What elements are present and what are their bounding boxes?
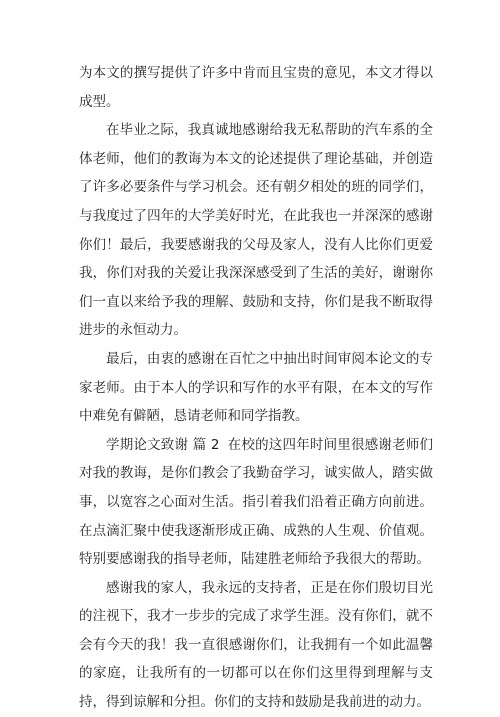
paragraph-5: [79, 574, 433, 717]
paragraph-4-text: 在校的这四年时间里很感谢老师们对我的教诲，是你们教会了我勤奋学习，诚实做人，踏实做事，以宽容之心面对生活。指引着我们沿着正确方向前进。在点滴汇聚中使我逐渐形成正确、成熟的人生观、价值观。特别要感谢我的指导老师，陆建胜老师给予我很大的帮助。: [79, 436, 434, 568]
paragraph-1: [79, 59, 433, 116]
paragraph-2: [79, 116, 433, 345]
paragraph-3-text: 最后，由衷的感谢在百忙之中抽出时间审阅本论文的专家老师。由于本人的学识和写作的水平有限，在本文的写作中难免有僻陋，恳请老师和同学指教。: [79, 350, 433, 425]
paragraph-3: [79, 345, 433, 431]
paragraph-5-text: 感谢我的家人，我永远的支持者，正是在你们殷切目光的注视下，我才一步步的完成了求学生涯。没有你们，就不会有今天的我！我一直很感谢你们，让我拥有一个如此温馨的家庭，让我所有的一切都可以在你们这里得到理解与支持，得到谅解和分担。你们的支持和鼓励是我前进的动力。: [79, 579, 433, 711]
paragraph-4: [79, 431, 433, 574]
paragraph-2-text: 在毕业之际，我真诚地感谢给我无私帮助的汽车系的全体老师，他们的教诲为本文的论述提供了理论基础，并创造了许多必要条件与学习机会。还有朝夕相处的班的同学们，与我度过了四年的大学美好时光，在此我也一并深深的感谢你们！最后，我要感谢我的父母及家人，没有人比你们更爱我，你们对我的关爱让我深深感受到了生活的美好，谢谢你们一直以来给予我的理解、鼓励和支持，你们是我不断取得进步的永恒动力。: [79, 122, 433, 339]
paragraph-1-text: 为本文的撰写提供了许多中肯而且宝贵的意见，本文才得以成型。: [79, 65, 433, 110]
document-body: [79, 59, 433, 717]
section-heading: 学期论文致谢 篇 2: [106, 436, 220, 453]
